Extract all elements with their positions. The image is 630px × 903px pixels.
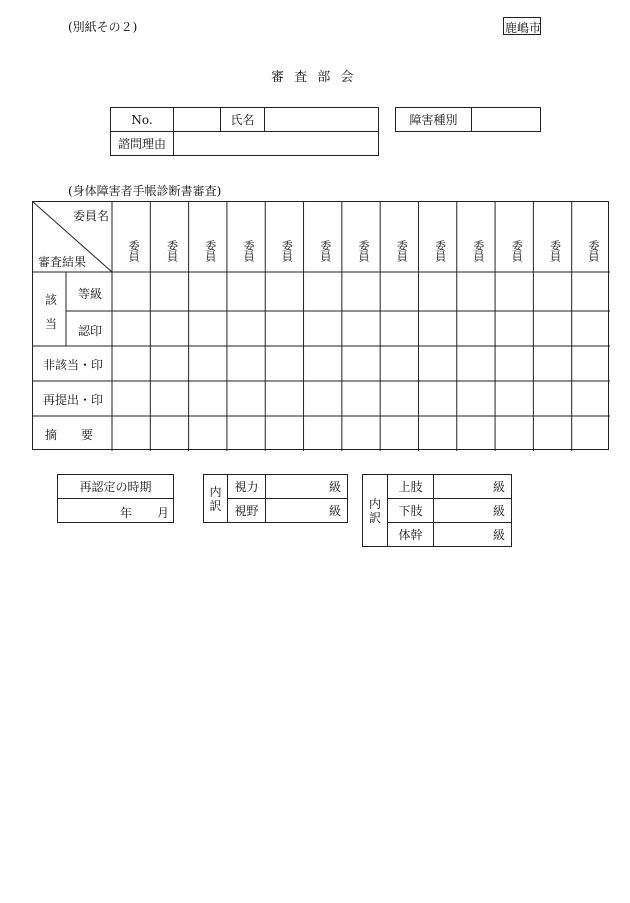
member-header: 委員 bbox=[203, 240, 217, 262]
limbs-breakdown-char-1: 内 bbox=[368, 496, 381, 511]
corner-bottom-label: 審査結果 bbox=[38, 255, 87, 269]
reason-label: 諮問理由 bbox=[111, 132, 174, 156]
recert-year: 年 bbox=[120, 506, 133, 520]
page-title: 審 査 部 会 bbox=[271, 70, 357, 85]
corner-top-label: 委員名 bbox=[73, 209, 110, 223]
no-label: No. bbox=[111, 108, 174, 132]
info-table bbox=[110, 107, 379, 156]
applicable-char-2: 当 bbox=[45, 317, 58, 331]
attachment-label: (別紙その２) bbox=[68, 20, 138, 34]
name-label: 氏名 bbox=[221, 108, 265, 132]
member-header: 委員 bbox=[127, 240, 141, 262]
vision-breakdown-char-2: 訳 bbox=[209, 498, 222, 513]
recert-label: 再認定の時期 bbox=[58, 475, 174, 499]
vision-breakdown-char-1: 内 bbox=[209, 484, 222, 499]
member-header: 委員 bbox=[165, 240, 179, 262]
city-stamp-text: 鹿嶋市 bbox=[505, 21, 542, 35]
recert-date-cell[interactable] bbox=[58, 499, 174, 523]
review-caption: (身体障害者手帳診断書審査) bbox=[68, 184, 222, 198]
limbs-row-label: 下肢 bbox=[388, 499, 434, 523]
member-header: 委員 bbox=[433, 240, 447, 262]
limbs-table bbox=[362, 474, 512, 547]
vision-row-unit[interactable]: 級 bbox=[266, 499, 348, 523]
seal-label: 認印 bbox=[78, 324, 103, 338]
recert-table bbox=[57, 474, 174, 523]
review-grid bbox=[32, 201, 609, 450]
member-header: 委員 bbox=[395, 240, 409, 262]
city-stamp bbox=[503, 17, 541, 35]
vision-row-label: 視力 bbox=[228, 475, 266, 499]
disability-type-value-cell[interactable] bbox=[472, 108, 541, 132]
no-value-cell[interactable] bbox=[174, 108, 221, 132]
limbs-row-label: 体幹 bbox=[388, 523, 434, 547]
limbs-row-unit[interactable]: 級 bbox=[434, 475, 512, 499]
limbs-row-unit[interactable]: 級 bbox=[434, 499, 512, 523]
member-header: 委員 bbox=[242, 240, 256, 262]
member-header: 委員 bbox=[471, 240, 485, 262]
name-value-cell[interactable] bbox=[265, 108, 379, 132]
vision-row-label: 視野 bbox=[228, 499, 266, 523]
member-header: 委員 bbox=[280, 240, 294, 262]
member-header: 委員 bbox=[548, 240, 562, 262]
member-header: 委員 bbox=[586, 240, 600, 262]
disability-type-table bbox=[395, 107, 541, 132]
resubmit-label: 再提出・印 bbox=[43, 393, 104, 407]
applicable-char-1: 該 bbox=[45, 293, 58, 307]
member-header: 委員 bbox=[510, 240, 524, 262]
disability-type-label: 障害種別 bbox=[396, 108, 472, 132]
member-header: 委員 bbox=[318, 240, 332, 262]
vision-breakdown bbox=[204, 475, 228, 523]
recert-month: 月 bbox=[157, 506, 170, 520]
member-header: 委員 bbox=[357, 240, 370, 262]
limbs-row-label: 上肢 bbox=[388, 475, 434, 499]
vision-table bbox=[203, 474, 348, 523]
notes-label: 摘 要 bbox=[45, 428, 94, 442]
limbs-breakdown bbox=[363, 475, 388, 547]
limbs-row-unit[interactable]: 級 bbox=[434, 523, 512, 547]
reason-value-cell[interactable] bbox=[174, 132, 379, 156]
not-applicable-label: 非該当・印 bbox=[43, 358, 104, 372]
limbs-breakdown-char-2: 訳 bbox=[368, 510, 381, 525]
grade-label: 等級 bbox=[78, 287, 103, 301]
vision-row-unit[interactable]: 級 bbox=[266, 475, 348, 499]
